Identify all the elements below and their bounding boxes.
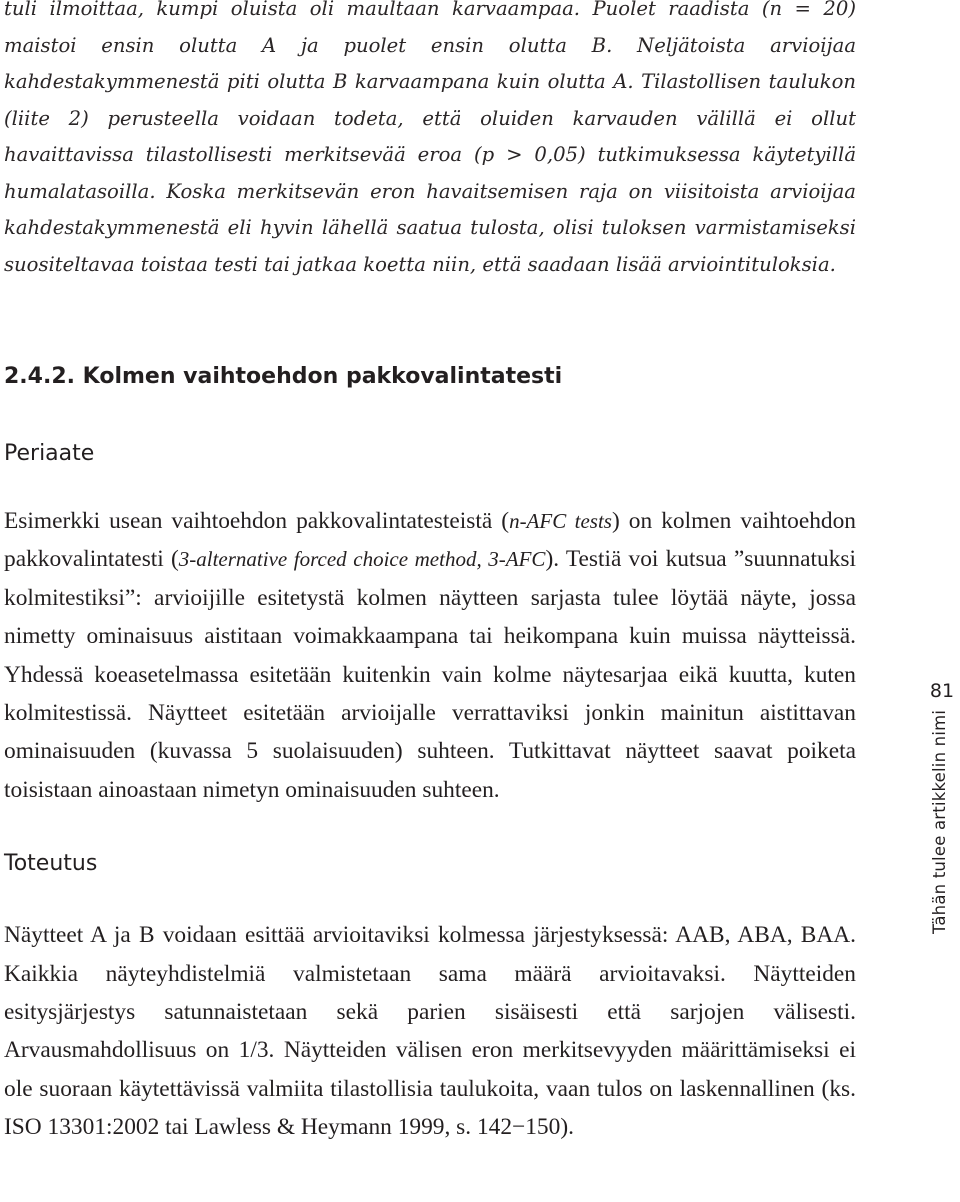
principle-text-1: Esimerkki usean vaihtoehdon pakkovalintatesteistä ( (4, 508, 510, 534)
running-title: Tähän tulee artikkelin nimi (930, 709, 949, 934)
section-title: Kolmen vaihtoehdon pakkovalintatesti (82, 364, 563, 389)
implementation-heading: Toteutus (4, 851, 98, 877)
principle-term-1: n-AFC tests (509, 509, 612, 533)
implementation-paragraph: Näytteet A ja B voidaan esittää arvioitaviksi kolmessa järjestyksessä: AAB, ABA, BAA. Kaikkia näyteyhdistelmiä valmistetaan sama määrä arvioitavaksi. Näytteiden esitysjärjestys satunnaistetaan sekä parien sisäisesti että sarjojen välisesti. Arvausmahdollisuus on 1/3. Näytteiden välisen eron merkitsevyyden määrittämiseksi ei ole suoraan käytettävissä valmiita tilastollisia taulukoita, vaan tulos on laskennallinen (ks. ISO 13301:2002 tai Lawless & Heymann 1999, s. 142−150). (4, 922, 856, 1141)
principle-heading: Periaate (4, 441, 95, 466)
page-number: 81 (929, 680, 955, 702)
principle-paragraph (4, 502, 856, 809)
section-number: 2.4.2. (4, 364, 75, 389)
main-content (4, 0, 856, 1147)
principle-text-2: ) on kolmen vaihtoehdon pakkovalintatesti ( (4, 508, 857, 573)
page-margin (924, 680, 960, 940)
principle-term-2: 3-alternative forced choice method, 3-AFC (178, 547, 546, 572)
section-heading (4, 362, 856, 392)
principle-text-3: ). Testiä voi kutsua ”suunnatuksi kolmitestiksi”: arvioijille esitetystä kolmen näytteen sarjasta tulee löytää näyte, jossa nimetty ominaisuus aistitaan voimakkaampana tai heikompana kuin muissa näytteissä. Yhdessä koeasetelmassa esitetään kuitenkin vain kolme näytesarjaa eikä kuutta, kuten kolmitestissä. Näytteet esitetään arvioijalle verrattaviksi jonkin mainitun aistittavan ominaisuuden (kuvassa 5 suolaisuuden) suhteen. Tutkittavat näytteet saavat poiketa toisistaan ainoastaan nimetyn ominaisuuden suhteen. (4, 546, 856, 803)
intro-paragraph: tuli ilmoittaa, kumpi oluista oli maultaan karvaampaa. Puolet raadista (n = 20) maistoi ensin olutta A ja puolet ensin olutta B. Neljätoista arvioijaa kahdestakymmenestä piti olutta B karvaampana kuin olutta A. Tilastollisen taulukon (liite 2) perusteella voidaan todeta, että oluiden karvauden välillä ei ollut havaittavissa tilastollisesti merkitsevää eroa (p > 0,05) tutkimuksessa käytetyillä humalatasoilla. Koska merkitsevän eron havaitsemisen raja on viisitoista arvioijaa kahdestakymmenestä eli hyvin lähellä saatua tulosta, olisi tuloksen varmistamiseksi suositeltavaa toistaa testi tai jatkaa koetta niin, että saadaan lisää arviointituloksia. (4, 0, 856, 276)
